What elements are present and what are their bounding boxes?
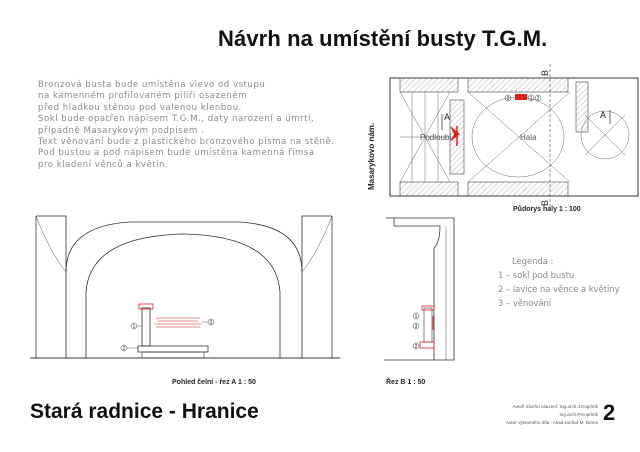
description-line: pro kladení věnců a květin. xyxy=(38,159,169,170)
svg-text:3: 3 xyxy=(209,320,213,326)
room-label-hala: Hala xyxy=(520,133,537,142)
description-line: Text věnování bude z plastického bronzového písma na stěně. xyxy=(38,137,335,148)
description-text xyxy=(38,80,358,171)
section-b-drawing xyxy=(384,212,464,392)
legend-item: 3 – věnování xyxy=(498,298,552,308)
plan-wall-bottom-mid xyxy=(468,182,568,196)
section-b-outline xyxy=(384,218,454,360)
plan-wall-bottom-left xyxy=(400,182,458,196)
legend xyxy=(498,254,640,310)
legend-heading: Legenda : xyxy=(512,256,554,266)
svg-text:2: 2 xyxy=(414,344,418,350)
plan-wall-top-mid xyxy=(468,78,568,92)
street-label: Masarykovo nám. xyxy=(367,122,376,190)
description-line: případně Masarykovým podpisem . xyxy=(38,125,205,136)
section-b-pillar xyxy=(424,308,432,342)
description-line: před hladkou stěnou pod valenou klenbou. xyxy=(38,102,242,113)
description-line: Sokl bude opatřen nápisem T.G.M., daty narození a úmrtí, xyxy=(38,114,315,125)
section-b-bench xyxy=(420,342,434,348)
svg-text:A: A xyxy=(444,112,451,122)
bench-ledge xyxy=(138,346,208,352)
description-line: Bronzová busta bude umístěna vlevo od vstupu xyxy=(38,80,266,90)
description-line: na kamenném profilovaném pilíři osazeném xyxy=(38,91,247,102)
front-elevation-drawing xyxy=(30,212,360,392)
credit-line: Autor výtvarného díla : Akad.sochař M. Bores xyxy=(505,420,598,425)
elevation-vault-outer xyxy=(66,222,302,272)
legend-item: 1 – sokl pod bustu xyxy=(498,270,575,280)
legend-item: 2 – lavice na věnce a květiny xyxy=(498,284,620,294)
section-b-numbers xyxy=(413,313,419,350)
section-b-wall xyxy=(394,218,440,360)
plan-wall-top-left xyxy=(400,78,458,92)
svg-text:2: 2 xyxy=(122,346,126,352)
svg-text:1: 1 xyxy=(414,314,418,320)
credit-line: Ing.arch.P.Koprlník xyxy=(559,412,598,417)
page-title: Návrh na umístění busty T.G.M. xyxy=(218,26,548,51)
svg-text:3: 3 xyxy=(414,324,418,330)
elevation-pier-left xyxy=(36,216,66,358)
svg-text:B: B xyxy=(540,69,550,76)
section-b-caption: Řez B 1 : 50 xyxy=(386,379,426,386)
svg-text:3: 3 xyxy=(506,96,510,102)
sheet-number: 2 xyxy=(603,400,616,425)
description-line: Pod bustou a pod nápisem bude umístěna kamenná římsa xyxy=(38,148,315,159)
plan-vault-hall xyxy=(468,92,629,182)
bust-location-marker xyxy=(515,94,527,100)
plan-caption: Půdorys haly 1 : 100 xyxy=(513,206,581,213)
footer-city: Stará radnice - Hranice xyxy=(30,400,259,423)
elevation-caption: Pohled čelní - řez A 1 : 50 xyxy=(172,379,256,386)
footer-credits xyxy=(456,403,598,427)
credit-line: Autoři návrhu osazení: Ing.arch.J.Koprlník xyxy=(512,404,598,409)
svg-text:B: B xyxy=(540,199,550,206)
room-label-podloubi: Podloubí xyxy=(420,133,452,142)
svg-text:A: A xyxy=(600,110,607,120)
svg-text:2: 2 xyxy=(536,96,540,102)
elevation-pier-right xyxy=(302,216,332,358)
svg-text:1: 1 xyxy=(132,324,136,330)
elevation-arch-inner xyxy=(86,234,280,358)
svg-text:1: 1 xyxy=(529,96,533,102)
floor-plan-drawing xyxy=(360,60,640,220)
dedication-text-lines xyxy=(154,318,202,327)
bust-pillar xyxy=(142,308,150,346)
plan-wall-right xyxy=(576,82,588,132)
